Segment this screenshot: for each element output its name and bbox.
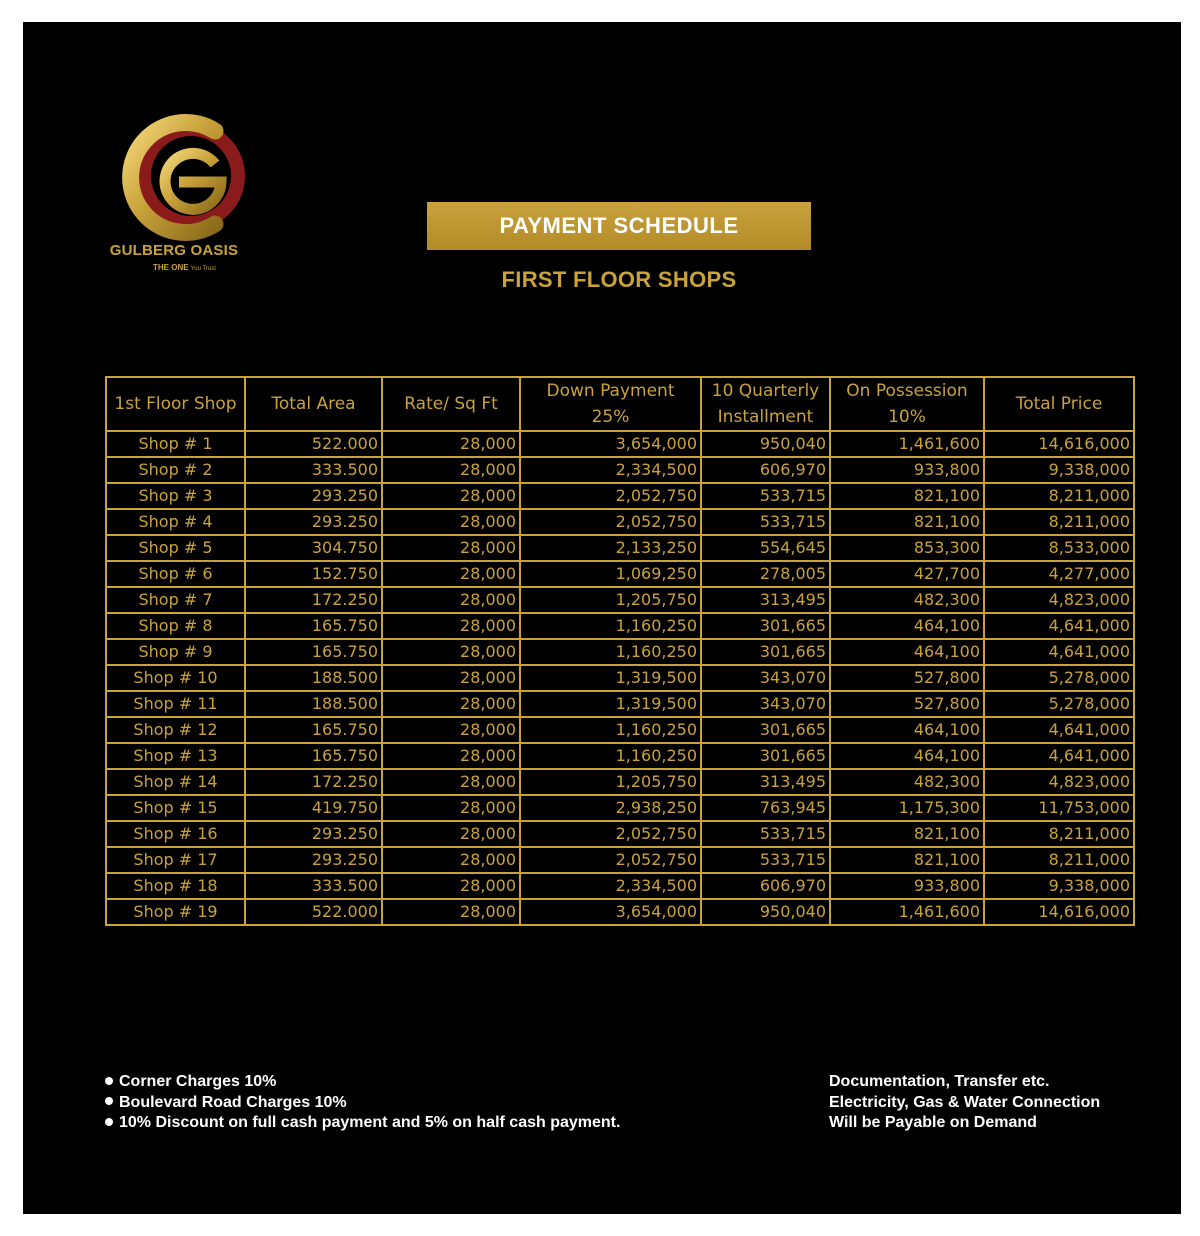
brand-tagline-main: THE ONE <box>153 263 189 272</box>
cell-down-payment: 1,160,250 <box>520 613 701 639</box>
cell-rate: 28,000 <box>382 717 520 743</box>
note-text: Boulevard Road Charges 10% <box>119 1093 347 1111</box>
cell-quarterly: 343,070 <box>701 691 830 717</box>
cell-quarterly: 763,945 <box>701 795 830 821</box>
cell-area: 172.250 <box>245 587 382 613</box>
cell-quarterly: 313,495 <box>701 587 830 613</box>
cell-possession: 527,800 <box>830 691 984 717</box>
cell-total-price: 4,641,000 <box>984 613 1134 639</box>
cell-shop: Shop # 18 <box>106 873 245 899</box>
cell-quarterly: 950,040 <box>701 431 830 457</box>
cell-quarterly: 301,665 <box>701 717 830 743</box>
table-row <box>106 691 1134 717</box>
poster-panel <box>23 22 1181 1214</box>
header-possession-line2: 10% <box>888 407 926 427</box>
cell-total-price: 8,211,000 <box>984 821 1134 847</box>
notes-list <box>105 1072 620 1134</box>
table-row <box>106 873 1134 899</box>
payable-note-line: Electricity, Gas & Water Connection <box>829 1093 1101 1111</box>
cell-total-price: 8,211,000 <box>984 509 1134 535</box>
cell-total-price: 4,641,000 <box>984 639 1134 665</box>
table-row <box>106 535 1134 561</box>
note-item <box>105 1072 620 1093</box>
table-row <box>106 769 1134 795</box>
payable-note-line: Documentation, Transfer etc. <box>829 1073 1050 1090</box>
cell-shop: Shop # 2 <box>106 457 245 483</box>
cell-total-price: 5,278,000 <box>984 691 1134 717</box>
cell-area: 522.000 <box>245 899 382 925</box>
table-row <box>106 431 1134 457</box>
cell-possession: 464,100 <box>830 717 984 743</box>
cell-down-payment: 2,938,250 <box>520 795 701 821</box>
cell-shop: Shop # 6 <box>106 561 245 587</box>
cell-shop: Shop # 9 <box>106 639 245 665</box>
cell-shop: Shop # 11 <box>106 691 245 717</box>
note-text: 10% Discount on full cash payment and 5% on half cash payment. <box>119 1114 621 1131</box>
cell-down-payment: 2,052,750 <box>520 847 701 873</box>
cell-possession: 821,100 <box>830 509 984 535</box>
cell-quarterly: 343,070 <box>701 665 830 691</box>
cell-rate: 28,000 <box>382 457 520 483</box>
cell-shop: Shop # 7 <box>106 587 245 613</box>
header-shop: 1st Floor Shop <box>106 377 245 431</box>
note-text: Corner Charges 10% <box>119 1073 277 1090</box>
cell-total-price: 14,616,000 <box>984 431 1134 457</box>
header-quarterly <box>701 377 830 431</box>
cell-possession: 821,100 <box>830 821 984 847</box>
cell-total-price: 4,277,000 <box>984 561 1134 587</box>
cell-shop: Shop # 1 <box>106 431 245 457</box>
cell-possession: 464,100 <box>830 639 984 665</box>
cell-down-payment: 3,654,000 <box>520 431 701 457</box>
cell-shop: Shop # 14 <box>106 769 245 795</box>
cell-quarterly: 301,665 <box>701 743 830 769</box>
cell-total-price: 4,823,000 <box>984 587 1134 613</box>
cell-possession: 933,800 <box>830 457 984 483</box>
cell-possession: 933,800 <box>830 873 984 899</box>
cell-down-payment: 2,052,750 <box>520 821 701 847</box>
cell-possession: 527,800 <box>830 665 984 691</box>
cell-quarterly: 554,645 <box>701 535 830 561</box>
cell-down-payment: 1,069,250 <box>520 561 701 587</box>
cell-rate: 28,000 <box>382 483 520 509</box>
cell-rate: 28,000 <box>382 743 520 769</box>
cell-possession: 853,300 <box>830 535 984 561</box>
cell-rate: 28,000 <box>382 899 520 925</box>
cell-shop: Shop # 16 <box>106 821 245 847</box>
table-row <box>106 457 1134 483</box>
cell-total-price: 4,823,000 <box>984 769 1134 795</box>
cell-total-price: 9,338,000 <box>984 873 1134 899</box>
cell-down-payment: 1,160,250 <box>520 639 701 665</box>
cell-possession: 821,100 <box>830 483 984 509</box>
cell-total-price: 8,211,000 <box>984 847 1134 873</box>
cell-shop: Shop # 12 <box>106 717 245 743</box>
table-row <box>106 665 1134 691</box>
table-row <box>106 509 1134 535</box>
table-row <box>106 561 1134 587</box>
table-row <box>106 483 1134 509</box>
cell-shop: Shop # 5 <box>106 535 245 561</box>
cell-shop: Shop # 10 <box>106 665 245 691</box>
cell-rate: 28,000 <box>382 509 520 535</box>
cell-area: 293.250 <box>245 821 382 847</box>
cell-quarterly: 950,040 <box>701 899 830 925</box>
header-down-payment <box>520 377 701 431</box>
header-area: Total Area <box>245 377 382 431</box>
cell-possession: 1,461,600 <box>830 899 984 925</box>
table-header-row <box>106 377 1134 431</box>
cell-rate: 28,000 <box>382 691 520 717</box>
cell-down-payment: 1,205,750 <box>520 769 701 795</box>
cell-down-payment: 1,160,250 <box>520 717 701 743</box>
cell-shop: Shop # 3 <box>106 483 245 509</box>
cell-area: 333.500 <box>245 457 382 483</box>
cell-rate: 28,000 <box>382 431 520 457</box>
table-row <box>106 639 1134 665</box>
cell-down-payment: 2,133,250 <box>520 535 701 561</box>
cell-down-payment: 1,319,500 <box>520 665 701 691</box>
cell-rate: 28,000 <box>382 561 520 587</box>
header-down-payment-line1: Down Payment <box>546 381 675 401</box>
table-body <box>106 431 1134 925</box>
cell-rate: 28,000 <box>382 769 520 795</box>
cell-possession: 482,300 <box>830 587 984 613</box>
cell-rate: 28,000 <box>382 795 520 821</box>
payment-schedule-table <box>105 376 1135 926</box>
cell-possession: 1,461,600 <box>830 431 984 457</box>
note-item <box>105 1093 620 1114</box>
cell-total-price: 14,616,000 <box>984 899 1134 925</box>
cell-possession: 1,175,300 <box>830 795 984 821</box>
cell-rate: 28,000 <box>382 821 520 847</box>
cell-area: 152.750 <box>245 561 382 587</box>
cell-rate: 28,000 <box>382 639 520 665</box>
cell-area: 419.750 <box>245 795 382 821</box>
cell-quarterly: 533,715 <box>701 509 830 535</box>
cell-total-price: 9,338,000 <box>984 457 1134 483</box>
cell-down-payment: 2,334,500 <box>520 457 701 483</box>
cell-rate: 28,000 <box>382 613 520 639</box>
header-total-price: Total Price <box>984 377 1134 431</box>
cell-quarterly: 533,715 <box>701 821 830 847</box>
cell-possession: 464,100 <box>830 743 984 769</box>
cell-rate: 28,000 <box>382 847 520 873</box>
header-possession <box>830 377 984 431</box>
cell-shop: Shop # 13 <box>106 743 245 769</box>
gulberg-oasis-g-logo-icon <box>103 106 253 286</box>
table-row <box>106 613 1134 639</box>
cell-area: 293.250 <box>245 509 382 535</box>
cell-down-payment: 2,052,750 <box>520 509 701 535</box>
cell-quarterly: 278,005 <box>701 561 830 587</box>
table-row <box>106 743 1134 769</box>
cell-shop: Shop # 4 <box>106 509 245 535</box>
cell-area: 165.750 <box>245 743 382 769</box>
table-row <box>106 821 1134 847</box>
cell-area: 172.250 <box>245 769 382 795</box>
cell-down-payment: 1,160,250 <box>520 743 701 769</box>
cell-down-payment: 1,205,750 <box>520 587 701 613</box>
header-quarterly-line1: 10 Quarterly <box>711 381 820 401</box>
cell-quarterly: 606,970 <box>701 873 830 899</box>
cell-shop: Shop # 19 <box>106 899 245 925</box>
cell-rate: 28,000 <box>382 535 520 561</box>
cell-quarterly: 533,715 <box>701 483 830 509</box>
table-row <box>106 847 1134 873</box>
cell-quarterly: 533,715 <box>701 847 830 873</box>
cell-down-payment: 3,654,000 <box>520 899 701 925</box>
cell-area: 304.750 <box>245 535 382 561</box>
payable-note-line: Will be Payable on Demand <box>829 1114 1037 1131</box>
cell-total-price: 11,753,000 <box>984 795 1134 821</box>
cell-area: 188.500 <box>245 691 382 717</box>
cell-quarterly: 606,970 <box>701 457 830 483</box>
cell-quarterly: 301,665 <box>701 613 830 639</box>
cell-possession: 427,700 <box>830 561 984 587</box>
cell-total-price: 5,278,000 <box>984 665 1134 691</box>
cell-area: 522.000 <box>245 431 382 457</box>
cell-total-price: 8,211,000 <box>984 483 1134 509</box>
table-row <box>106 587 1134 613</box>
cell-total-price: 4,641,000 <box>984 743 1134 769</box>
cell-shop: Shop # 17 <box>106 847 245 873</box>
cell-down-payment: 2,334,500 <box>520 873 701 899</box>
cell-area: 165.750 <box>245 613 382 639</box>
brand-tagline-small: You Trust <box>190 266 216 272</box>
page-subtitle: FIRST FLOOR SHOPS <box>501 267 737 292</box>
page-title: PAYMENT SCHEDULE <box>427 202 811 250</box>
cell-area: 333.500 <box>245 873 382 899</box>
cell-area: 188.500 <box>245 665 382 691</box>
table-row <box>106 795 1134 821</box>
table-row <box>106 899 1134 925</box>
cell-shop: Shop # 15 <box>106 795 245 821</box>
header-possession-line1: On Possession <box>846 381 968 401</box>
bullet-icon <box>105 1097 113 1105</box>
brand-tagline <box>153 263 216 272</box>
cell-area: 293.250 <box>245 847 382 873</box>
cell-total-price: 4,641,000 <box>984 717 1134 743</box>
cell-quarterly: 301,665 <box>701 639 830 665</box>
brand-name: GULBERG OASIS <box>109 242 239 259</box>
cell-possession: 482,300 <box>830 769 984 795</box>
cell-possession: 464,100 <box>830 613 984 639</box>
header-rate: Rate/ Sq Ft <box>382 377 520 431</box>
header-quarterly-line2: Installment <box>717 407 814 427</box>
cell-possession: 821,100 <box>830 847 984 873</box>
cell-area: 293.250 <box>245 483 382 509</box>
cell-rate: 28,000 <box>382 587 520 613</box>
note-item <box>105 1113 620 1134</box>
table-row <box>106 717 1134 743</box>
cell-area: 165.750 <box>245 717 382 743</box>
cell-rate: 28,000 <box>382 665 520 691</box>
cell-down-payment: 1,319,500 <box>520 691 701 717</box>
cell-down-payment: 2,052,750 <box>520 483 701 509</box>
header-down-payment-line2: 25% <box>591 407 630 427</box>
cell-shop: Shop # 8 <box>106 613 245 639</box>
bullet-icon <box>105 1077 113 1085</box>
cell-total-price: 8,533,000 <box>984 535 1134 561</box>
cell-quarterly: 313,495 <box>701 769 830 795</box>
payable-on-demand-notes <box>829 1072 1100 1134</box>
cell-rate: 28,000 <box>382 873 520 899</box>
cell-area: 165.750 <box>245 639 382 665</box>
bullet-icon <box>105 1118 113 1126</box>
